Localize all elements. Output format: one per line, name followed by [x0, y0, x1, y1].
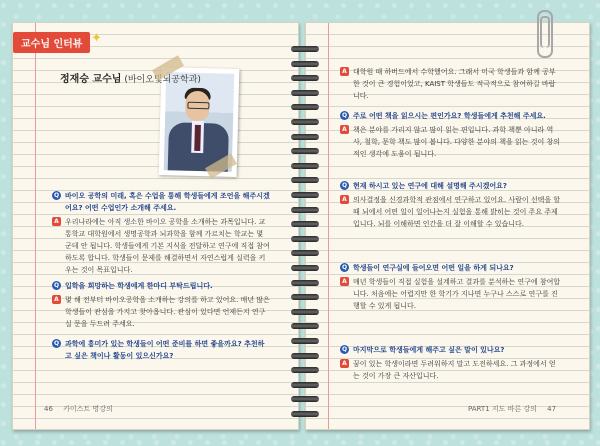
- section-label: 교수님 인터뷰: [13, 32, 90, 53]
- spiral-coil: [291, 119, 319, 125]
- spiral-coil: [291, 353, 319, 359]
- spiral-coil: [291, 236, 319, 242]
- question: [52, 338, 270, 362]
- spiral-coil: [291, 61, 319, 67]
- answer: [340, 124, 562, 160]
- spiral-coil: [291, 163, 319, 169]
- question-text: 바이오 공학의 미래, 혹은 수업을 통해 학생들에게 조언을 해주시겠어요? 어떤 수업인가 소개해 주세요.: [65, 192, 270, 212]
- professor-name: [60, 70, 201, 85]
- spiral-coil: [291, 411, 319, 417]
- answer: [340, 194, 562, 230]
- paperclip-inner: [540, 16, 550, 48]
- question-icon: Q: [341, 346, 348, 353]
- spiral-coil: [291, 207, 319, 213]
- answer: [52, 216, 270, 276]
- question-icon: Q: [341, 112, 348, 119]
- question-text: 학생들이 연구실에 들어오면 어떤 일을 하게 되나요?: [353, 264, 514, 272]
- footer-left: [44, 404, 113, 414]
- question: [340, 180, 562, 192]
- lightbulb-icon: ✦: [91, 31, 102, 46]
- spiral-coil: [291, 338, 319, 344]
- question-icon: Q: [341, 182, 348, 189]
- spiral-coil: [291, 323, 319, 329]
- answer-text: 우리나라에는 아직 생소한 바이오 공학을 소개하는 과목입니다. 교통학교 대학원에서 생명공학과 뇌과학을 함께 가르치는 학교는 몇 군데 안 됩니다. 학생들에게 기본 지식을 전달하고 연구에 직접 참여하도록 합니다. 학생들이 문제를 해결하면서 자연스럽게 실력을 키우는 것이 목표입니다.: [65, 218, 270, 274]
- question-text: 마지막으로 학생들에게 해주고 싶은 말이 있나요?: [353, 346, 505, 354]
- part-title: PART1 지도 바른 강의: [468, 405, 537, 413]
- spiral-coil: [291, 134, 319, 140]
- question: [340, 344, 562, 356]
- margin-line: [35, 23, 36, 429]
- spiral-coil: [291, 265, 319, 271]
- answer-icon: A: [52, 217, 61, 226]
- spiral-coil: [291, 221, 319, 227]
- question-text: 현재 하시고 있는 연구에 대해 설명해 주시겠어요?: [353, 182, 507, 190]
- question-icon: Q: [53, 340, 60, 347]
- spiral-coil: [291, 294, 319, 300]
- question-icon: Q: [341, 264, 348, 271]
- question-text: 과학에 흥미가 있는 학생들이 어떤 준비를 하면 좋을까요? 추천하고 싶은 책이나 활동이 있으신가요?: [65, 340, 265, 360]
- question: [340, 110, 562, 122]
- spiral-coil: [291, 396, 319, 402]
- answer: [52, 294, 270, 330]
- spiral-coil: [291, 90, 319, 96]
- answer: [340, 276, 562, 312]
- left-qa-3: [52, 338, 270, 364]
- question-icon: Q: [53, 282, 60, 289]
- answer-icon: A: [340, 125, 349, 134]
- spiral-coil: [291, 280, 319, 286]
- spiral-coil: [291, 46, 319, 52]
- answer-icon: A: [340, 359, 349, 368]
- spiral-coil: [291, 104, 319, 110]
- question: [52, 280, 270, 292]
- right-qa-3: [340, 180, 562, 230]
- footer-right: [468, 404, 556, 414]
- spiral-coil: [291, 177, 319, 183]
- left-qa-2: [52, 280, 270, 330]
- spiral-coil: [291, 192, 319, 198]
- question-icon: Q: [53, 192, 60, 199]
- question-text: 입학을 희망하는 학생에게 한마디 부탁드립니다.: [65, 282, 213, 290]
- left-qa-1: [52, 190, 270, 276]
- margin-line: [328, 23, 329, 429]
- question: [340, 262, 562, 274]
- answer-icon: A: [340, 195, 349, 204]
- answer-text: 책은 분야를 가리지 않고 많이 읽는 편입니다. 과학 책뿐 아니라 역사, 철학, 문학 책도 많이 봅니다. 다양한 분야의 책을 읽는 것이 창의적인 생각에 도움이 됩니다.: [353, 126, 560, 158]
- professor-dept: (바이오및뇌공학과): [124, 75, 201, 85]
- answer-text: 꿈이 있는 학생이라면 두려워하지 말고 도전하세요. 그 과정에서 얻는 것이 가장 큰 자산입니다.: [353, 360, 556, 380]
- right-qa-5: [340, 344, 562, 382]
- answer-icon: A: [52, 295, 61, 304]
- professor-name-text: 정재승 교수님: [60, 74, 122, 85]
- spiral-coil: [291, 250, 319, 256]
- spiral-coil: [291, 148, 319, 154]
- spiral-coil: [291, 75, 319, 81]
- answer-text: 몇 해 전부터 바이오공학을 소개하는 강의를 하고 있어요. 매년 많은 학생들이 관심을 가지고 찾아옵니다. 관심이 있다면 언제든지 연구실 문을 두드려 주세요.: [65, 296, 270, 328]
- page-number: 47: [547, 405, 557, 413]
- right-qa-2: [340, 110, 562, 160]
- answer-text: 의사결정을 신경과학적 관점에서 연구하고 있어요. 사람이 선택을 할 때 뇌에서 어떤 일이 일어나는지 실험을 통해 밝히는 것이 주요 주제입니다. 뇌를 이해하면 인간을 더 잘 이해할 수 있습니다.: [353, 196, 561, 228]
- answer: [340, 358, 562, 382]
- answer-text: 대학원 때 하버드에서 수학했어요. 그래서 미국 학생들과 함께 공부한 것이 큰 경험이었고, KAIST 학생들도 적극적으로 참여하길 바랍니다.: [353, 68, 556, 100]
- answer: [340, 66, 562, 102]
- page-number: 46: [44, 405, 53, 413]
- right-qa-1: [340, 66, 562, 102]
- spiral-coil: [291, 367, 319, 373]
- spiral-binding: [291, 46, 319, 436]
- question: [52, 190, 270, 214]
- spiral-coil: [291, 382, 319, 388]
- answer-icon: A: [340, 67, 349, 76]
- answer-icon: A: [340, 277, 349, 286]
- right-qa-4: [340, 262, 562, 312]
- answer-text: 매년 학생들이 직접 실험을 설계하고 결과를 분석하는 연구에 참여합니다. 처음에는 어렵지만 한 학기가 지나면 누구나 스스로 연구를 진행할 수 있게 됩니다.: [353, 278, 561, 310]
- book-title: 카이스트 명강의: [63, 405, 113, 413]
- question-text: 주로 어떤 책을 읽으시는 편인가요? 학생들에게 추천해 주세요.: [353, 112, 546, 120]
- spiral-coil: [291, 309, 319, 315]
